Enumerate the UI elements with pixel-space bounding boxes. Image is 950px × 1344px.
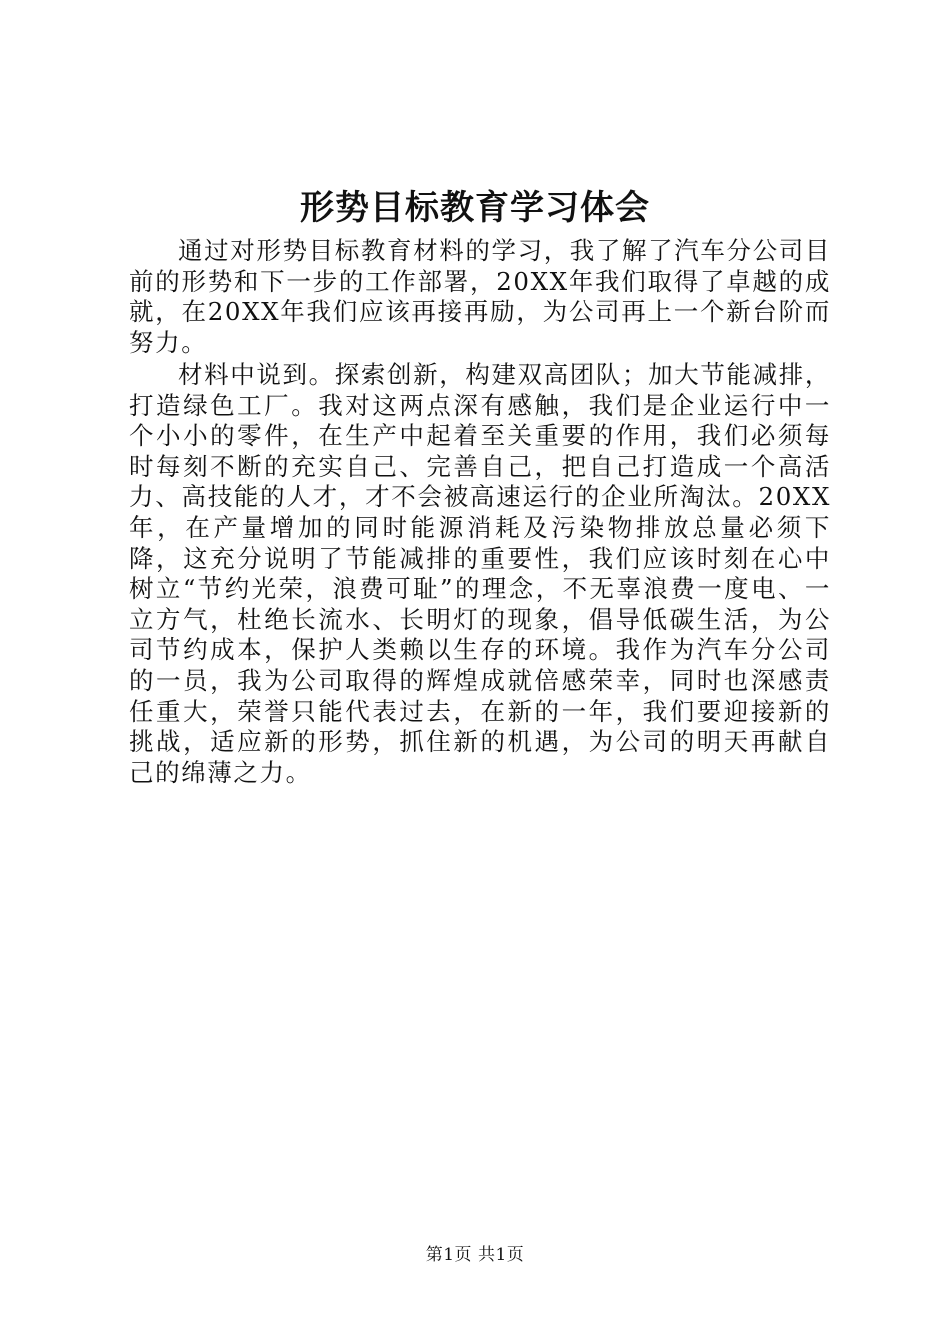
page-footer: [0, 1244, 950, 1266]
body-paragraph-1: 通过对形势目标教育材料的学习，我了解了汽车分公司目前的形势和下一步的工作部署，20XX年我们取得了卓越的成就，在20XX年我们应该再接再励，为公司再上一个新台阶而努力。: [129, 236, 831, 357]
page-number: 第1页: [425, 1245, 473, 1265]
document-title: 形势目标教育学习体会: [300, 188, 650, 228]
page-total: 共1页: [477, 1245, 525, 1265]
body-paragraph-2: 材料中说到。探索创新，构建双高团队；加大节能减排，打造绿色工厂。我对这两点深有感触，我们是企业运行中一个小小的零件，在生产中起着至关重要的作用，我们必须每时每刻不断的充实自己、完善自己，把自己打造成一个高活力、高技能的人才，才不会被高速运行的企业所淘汰。20XX年，在产量增加的同时能源消耗及污染物排放总量必须下降，这充分说明了节能减排的重要性，我们应该时刻在心中树立“节约光荣，浪费可耻”的理念，不无辜浪费一度电、一立方气，杜绝长流水、长明灯的现象，倡导低碳生活，为公司节约成本，保护人类赖以生存的环境。我作为汽车分公司的一员，我为公司取得的辉煌成就倍感荣幸，同时也深感责任重大，荣誉只能代表过去，在新的一年，我们要迎接新的挑战，适应新的形势，抓住新的机遇，为公司的明天再献自己的绵薄之力。: [129, 360, 831, 787]
